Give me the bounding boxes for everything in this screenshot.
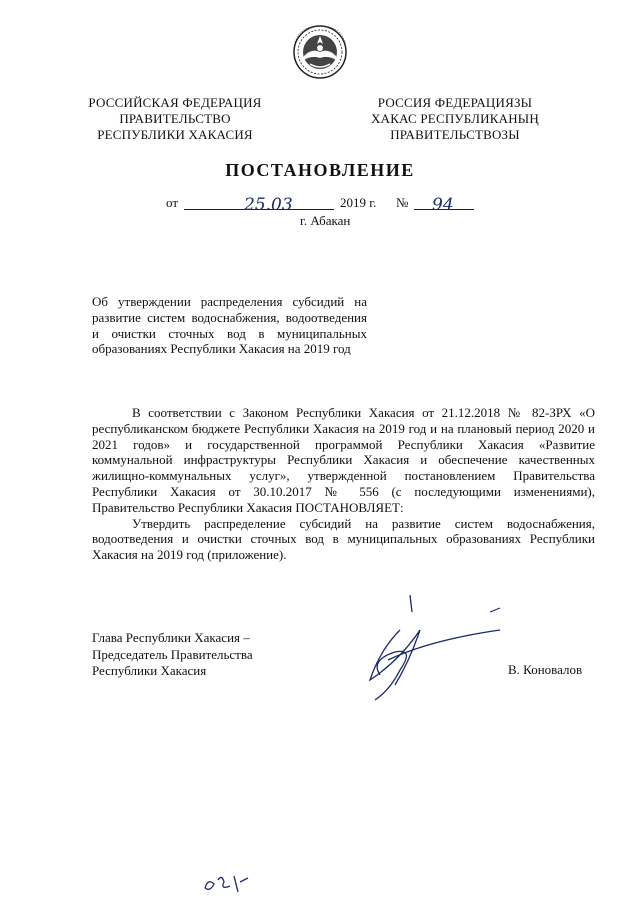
position-line: Председатель Правительства [92,646,253,662]
handwritten-page-mark [200,872,260,896]
document-title: ПОСТАНОВЛЕНИЕ [225,160,415,180]
handwritten-signature [340,590,520,710]
signatory-position [92,630,253,680]
position-line: Глава Республики Хакасия – [92,630,250,645]
header-left-line: РЕСПУБЛИКИ ХАКАСИЯ [97,127,253,142]
signatory-name: В. Коновалов [508,662,583,677]
city: г. Абакан [300,213,351,228]
date-underline [184,195,334,215]
header-left-line: ПРАВИТЕЛЬСТВО [119,111,231,126]
header-right-line: РОССИЯ ФЕДЕРАЦИЯЗЫ [377,95,533,110]
body-paragraph: Утвердить распределение субсидий на развитие систем водоснабжения, водоотведения и очистки сточных вод в муниципальных образованиях Республики Хакасия на 2019 год (приложение). [92,515,595,563]
header-right-line: ХАКАС РЕСПУБЛИКАНЫҢ [371,111,539,126]
number-label: № [396,195,409,210]
header-left-line: РОССИЙСКАЯ ФЕДЕРАЦИЯ [88,95,262,110]
position-line: Республики Хакасия [92,663,207,678]
header-right [340,95,570,143]
date-from-label: от [166,195,179,210]
coat-of-arms-icon [290,22,350,82]
handwritten-date: 25.03 [244,195,293,215]
year-label: 2019 г. [340,195,377,210]
document-subject: Об утверждении распределения субсидий на развитие систем водоснабжения, водоотведения и очистки сточных вод в муниципальных образованиях Республики Хакасия на 2019 год [92,294,367,357]
handwritten-number: 94 [432,195,454,215]
header-left [60,95,290,143]
date-line [166,195,486,213]
body-paragraph: В соответствии с Законом Республики Хакасия от 21.12.2018 № 82-ЗРХ «О республиканском бюджете Республики Хакасия на 2019 год и на плановый период 2020 и 2021 годов» и государственной программой Республики Хакасия «Развитие коммунальной инфраструктуры Республики Хакасия и обеспечение качественных жилищно-коммунальных услуг», утвержденной постановлением Правительства Республики Хакасия от 30.10.2017 № 556 (с последующими изменениями), Правительство Республики Хакасия ПОСТАНОВЛЯЕТ: [92,405,595,515]
document-body [92,405,595,563]
header-right-line: ПРАВИТЕЛЬСТВОЗЫ [390,127,520,142]
number-underline [414,195,474,215]
